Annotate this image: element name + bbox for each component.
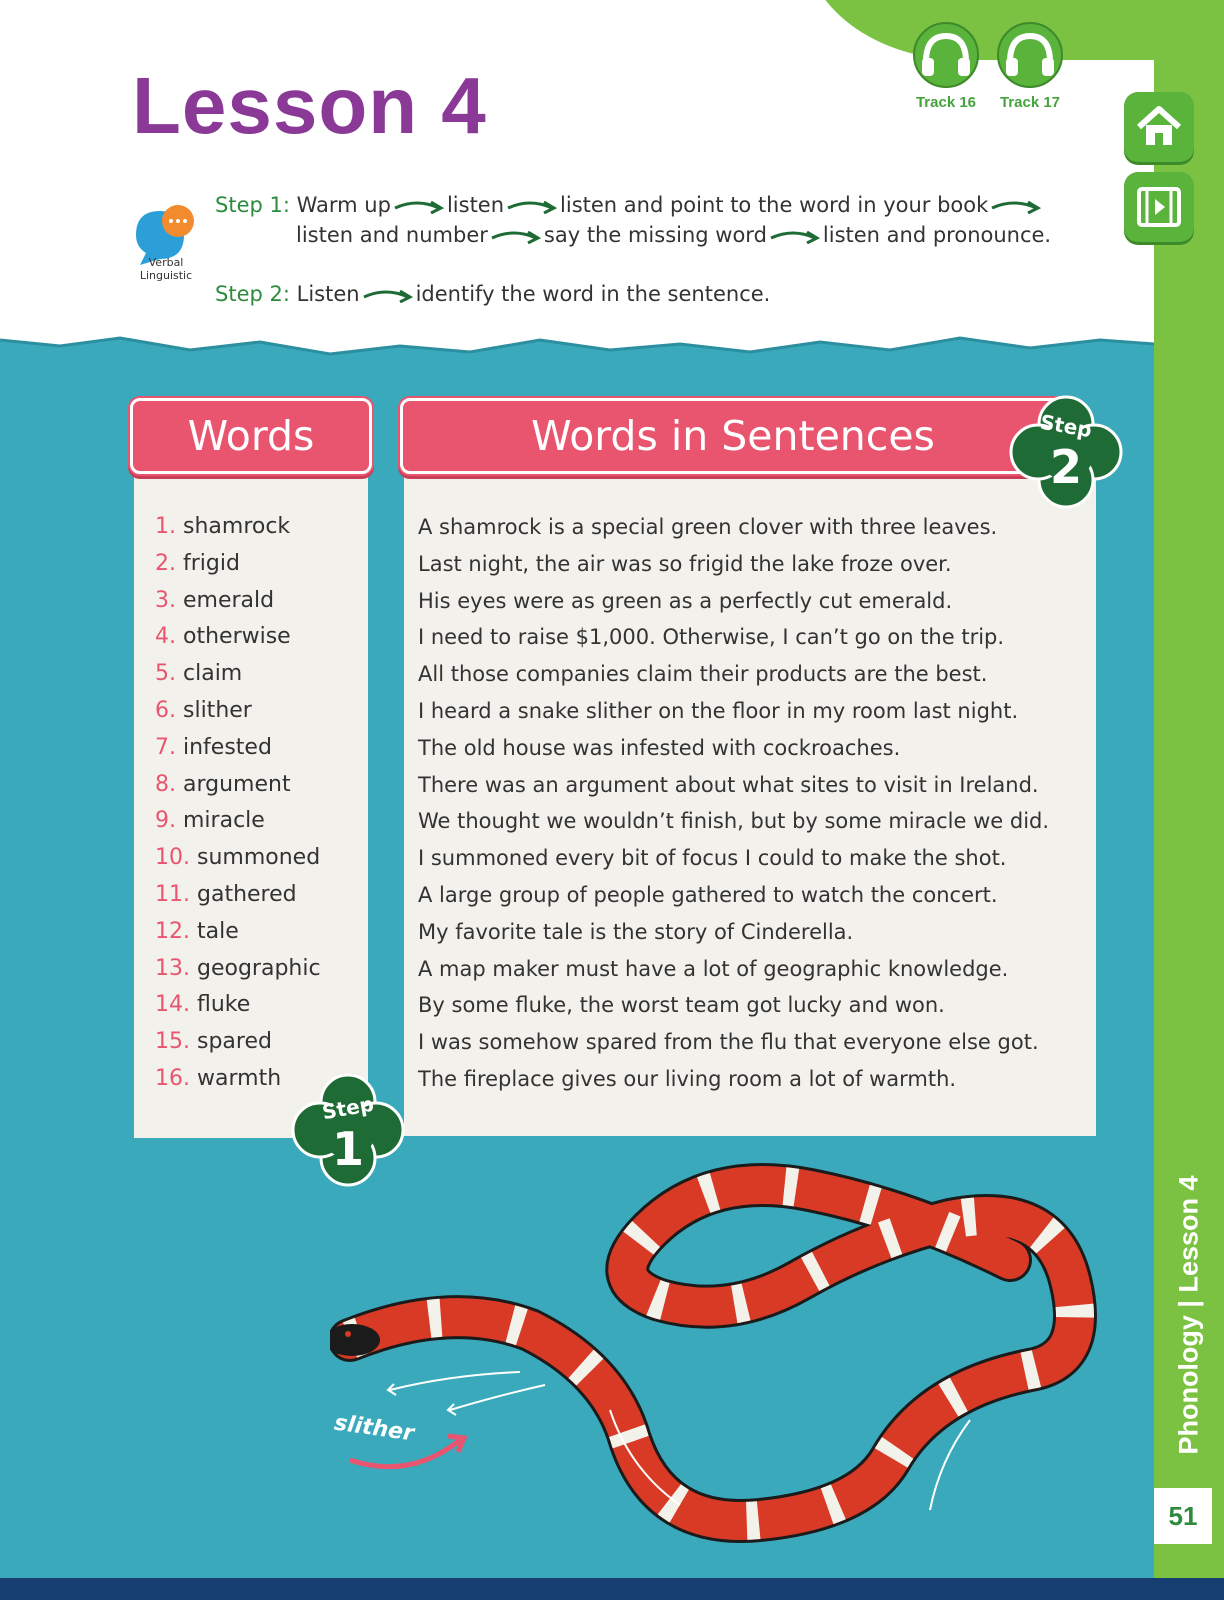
step2-line: Step 2: Listen identify the word in the sentence. <box>215 282 771 306</box>
home-button[interactable] <box>1124 92 1194 162</box>
sentence-list-item: A map maker must have a lot of geographic knowledge. <box>418 956 1009 981</box>
words-header: Words <box>130 398 372 474</box>
word-list-item: 10. summoned <box>155 845 321 871</box>
arrow-icon <box>990 198 1042 214</box>
sentence-list-item: His eyes were as green as a perfectly cut emerald. <box>418 588 953 613</box>
word-list-item: 6. slither <box>155 698 252 723</box>
arrow-icon <box>393 198 445 214</box>
word-list-item: 3. emerald <box>155 587 275 613</box>
arrow-icon <box>769 228 821 244</box>
sentence-list-item: Last night, the air was so frigid the lake froze over. <box>418 551 952 576</box>
word-list-item: 16. warmth <box>155 1066 282 1091</box>
home-icon <box>1135 103 1183 151</box>
step1-line2: listen and number say the missing word listen and pronounce. <box>296 223 1052 247</box>
page-number: 51 <box>1154 1488 1212 1544</box>
word-list-item: 7. infested <box>155 734 272 760</box>
step1-label: Step 1: <box>215 193 290 217</box>
snake-illustration <box>330 1160 1110 1560</box>
word-list-item: 8. argument <box>155 771 291 797</box>
sentence-list-item: By some fluke, the worst team got lucky and won. <box>418 993 945 1018</box>
sentence-list-item: The fireplace gives our living room a lot of warmth. <box>418 1067 957 1091</box>
headphones-icon <box>910 22 982 88</box>
sentence-list-item: I was somehow spared from the flu that everyone else got. <box>418 1030 1039 1055</box>
track-17-button[interactable] <box>992 22 1068 111</box>
track-16-button[interactable] <box>908 22 984 111</box>
arrow-icon <box>362 287 414 303</box>
word-list-item: 13. geographic <box>155 955 321 981</box>
arrow-icon <box>506 198 558 214</box>
step2-number: 2 <box>1049 440 1082 494</box>
step2-label: Step 2: <box>215 282 290 306</box>
step1-word: Step <box>320 1091 376 1125</box>
video-button[interactable] <box>1124 172 1194 242</box>
step1-number: 1 <box>331 1122 364 1176</box>
sentences-header: Words in Sentences <box>400 398 1066 474</box>
film-icon <box>1135 183 1183 231</box>
headphones-icon <box>994 22 1066 88</box>
step1-line1: Step 1: Warm up listen listen and point to the word in your book <box>215 193 1044 217</box>
arrow-icon <box>490 228 542 244</box>
slither-caption: slither <box>332 1410 416 1447</box>
word-list-item: 9. miracle <box>155 808 265 834</box>
word-list-item: 5. claim <box>155 661 243 687</box>
word-list-item: 11. gathered <box>155 882 297 907</box>
page-title: Lesson 4 <box>132 61 487 150</box>
word-list-item: 15. spared <box>155 1029 272 1055</box>
bottom-bar <box>0 1578 1224 1600</box>
track-16-label: Track 16 <box>915 94 977 111</box>
step2-word: Step <box>1038 409 1094 443</box>
sentence-list-item: We thought we wouldn’t finish, but by some miracle we did. <box>418 809 1050 834</box>
word-list-item: 4. otherwise <box>155 624 291 650</box>
word-list-item: 2. frigid <box>155 550 240 576</box>
sentence-list-item: My favorite tale is the story of Cinderella. <box>418 919 854 944</box>
sidebar-section-label: Phonology | Lesson 4 <box>1173 1175 1204 1455</box>
sentence-list-item: I summoned every bit of focus I could to make the shot. <box>418 846 1007 871</box>
sentence-list-item: I heard a snake slither on the floor in my room last night. <box>418 699 1019 723</box>
badge-label: Verbal Linguistic <box>139 256 193 282</box>
sentence-list-item: All those companies claim their products are the best. <box>418 662 988 687</box>
track-17-label: Track 17 <box>999 94 1061 111</box>
sentence-list-item: I need to raise $1,000. Otherwise, I can’t go on the trip. <box>418 625 1005 650</box>
sentence-list-item: A large group of people gathered to watch the concert. <box>418 883 998 907</box>
word-list-item: 12. tale <box>155 918 239 944</box>
sentence-list-item: The old house was infested with cockroaches. <box>418 735 901 760</box>
word-list-item: 14. fluke <box>155 992 251 1018</box>
sentence-list-item: There was an argument about what sites to visit in Ireland. <box>418 772 1039 797</box>
sentence-list-item: A shamrock is a special green clover with three leaves. <box>418 515 998 539</box>
word-list-item: 1. shamrock <box>155 514 291 539</box>
